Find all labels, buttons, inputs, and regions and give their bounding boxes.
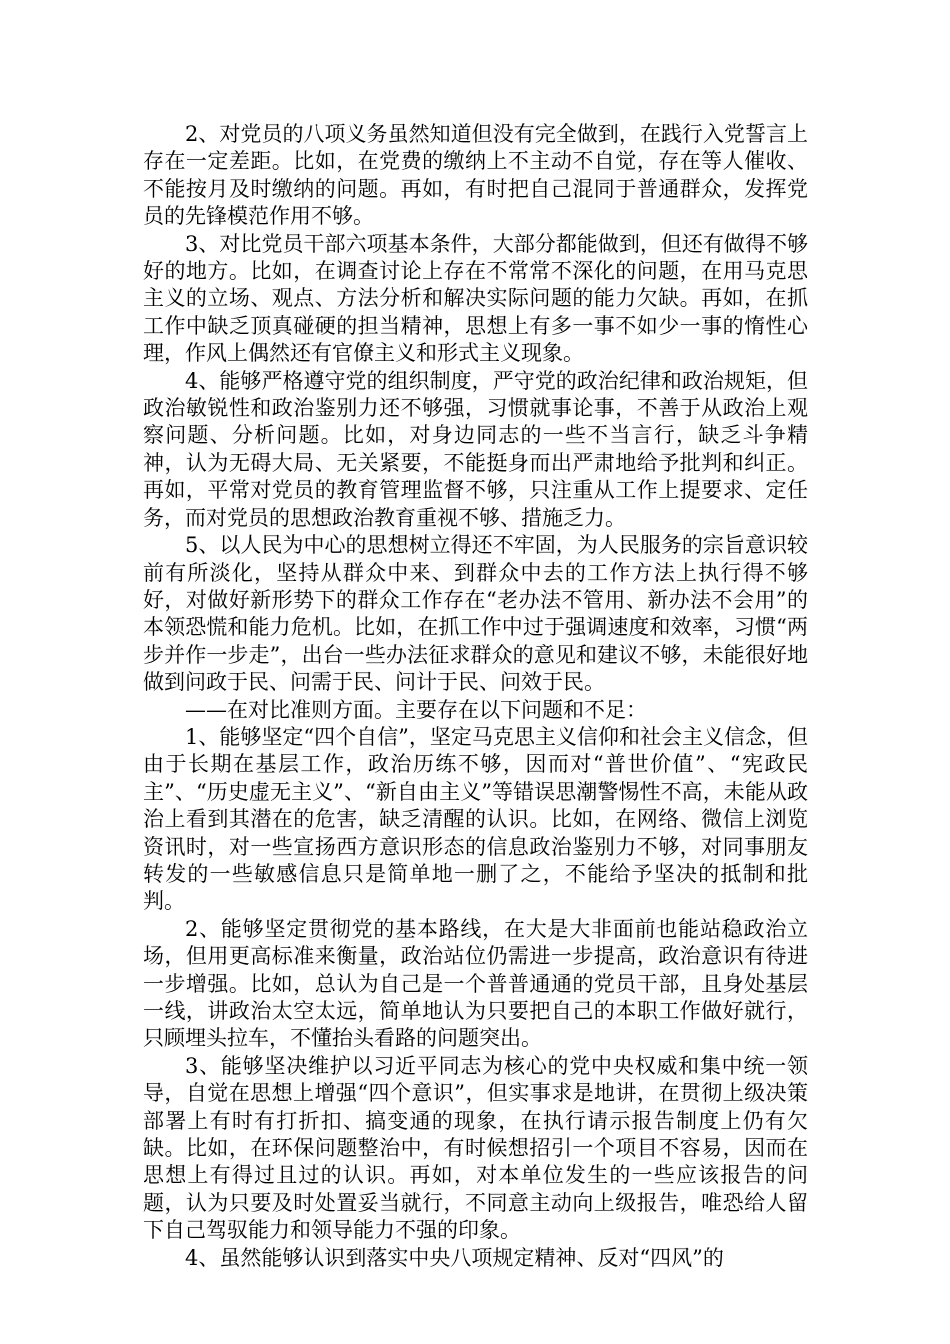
paragraph-central-authority: 3、能够坚决维护以习近平同志为核心的党中央权威和集中统一领导，自觉在思想上增强“四个意识”，但实事求是地讲，在贯彻上级决策部署上有时有打折扣、搞变通的现象，在执行请示报告制度上仍有欠缺。比如，在环保问题整治中，有时候想招引一个项目不容易，因而在思想上有得过且过的认识。再如，对本单位发生的一些应该报告的问题，认为只要及时处置妥当就行，不同意主动向上级报告，唯恐给人留下自己驾驭能力和领导能力不强的印象。: [143, 1053, 808, 1243]
paragraph-four-confidences: 1、能够坚定“四个自信”，坚定马克思主义信仰和社会主义信念，但由于长期在基层工作，政治历练不够，因而对“普世价值”、“宪政民主”、“历史虚无主义”、“新自由主义”等错误思潮警惕性不高，未能从政治上看到其潜在的危害，缺乏清醒的认识。比如，在网络、微信上浏览资讯时，对一些宣扬西方意识形态的信息政治鉴别力不够，对同事朋友转发的一些敏感信息只是简单地一删了之，不能给予坚决的抵制和批判。: [143, 724, 808, 914]
paragraph-people-centered: 5、以人民为中心的思想树立得还不牢固，为人民服务的宗旨意识较前有所淡化，坚持从群众中来、到群众中去的工作方法上执行得不够好，对做好新形势下的群众工作存在“老办法不管用、新办法不会用”的本领恐慌和能力危机。比如，在抓工作中过于强调速度和效率，习惯“两步并作一步走”，出台一些办法征求群众的意见和建议不够，未能很好地做到问政于民、问需于民、问计于民、问效于民。: [143, 533, 808, 695]
document-page: [143, 121, 808, 1272]
section-heading-guidelines: ——在对比准则方面。主要存在以下问题和不足：: [185, 697, 647, 722]
paragraph-party-duties: 2、对党员的八项义务虽然知道但没有完全做到，在践行入党誓言上存在一定差距。比如，在党费的缴纳上不主动不自觉，存在等人催收、不能按月及时缴纳的问题。再如，有时把自己混同于普通群众，发挥党员的先锋模范作用不够。: [143, 122, 808, 229]
paragraph-cadre-conditions: 3、对比党员干部六项基本条件，大部分都能做到，但还有做得不够好的地方。比如，在调查讨论上存在不常常不深化的问题，在用马克思主义的立场、观点、方法分析和解决实际问题的能力欠缺。再如，在抓工作中缺乏顶真碰硬的担当精神，思想上有多一事不如少一事的惰性心理，作风上偶然还有官僚主义和形式主义现象。: [143, 231, 808, 366]
paragraph-basic-line: 2、能够坚定贯彻党的基本路线，在大是大非面前也能站稳政治立场，但用更高标准来衡量，政治站位仍需进一步提高，政治意识有待进一步增强。比如，总认为自己是一个普普通通的党员干部，且身处基层一线，讲政治太空太远，简单地认为只要把自己的本职工作做好就行，只顾埋头拉车，不懂抬头看路的问题突出。: [143, 916, 808, 1051]
paragraph-organization-system: 4、能够严格遵守党的组织制度，严守党的政治纪律和政治规矩，但政治敏锐性和政治鉴别力还不够强，习惯就事论事，不善于从政治上观察问题、分析问题。比如，对身边同志的一些不当言行，缺乏斗争精神，认为无碍大局、无关紧要，不能挺身而出严肃地给予批判和纠正。再如，平常对党员的教育管理监督不够，只注重从工作上提要求、定任务，而对党员的思想政治教育重视不够、措施乏力。: [143, 368, 808, 530]
paragraph-eight-rules: 4、虽然能够认识到落实中央八项规定精神、反对“四风”的: [185, 1245, 724, 1270]
